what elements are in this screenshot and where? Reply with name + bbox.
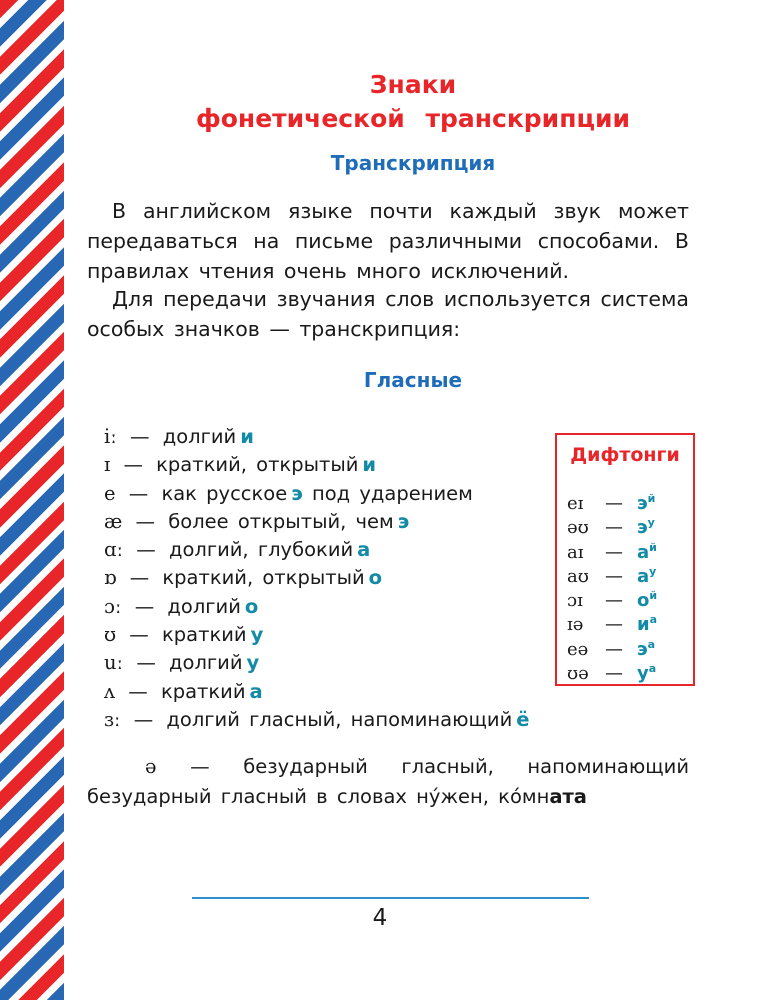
vowel-description: более открытый, чем	[168, 509, 394, 533]
vowel-item	[104, 564, 530, 592]
russian-superscript: й	[649, 540, 657, 554]
vowel-description-after: под ударением	[312, 481, 473, 505]
vowel-symbol: iː	[104, 425, 117, 448]
diphthong-item	[567, 487, 657, 514]
russian-equivalent: э	[291, 481, 303, 505]
dash: —	[605, 590, 623, 612]
russian-letter: э	[637, 517, 648, 539]
dash: —	[128, 679, 148, 703]
vowel-symbol: uː	[104, 651, 124, 675]
vowel-symbol: ʊ	[104, 623, 117, 647]
heading-vowels: Гласные	[363, 368, 463, 392]
page-number: 4	[372, 905, 388, 931]
russian-letter: э	[637, 493, 648, 514]
dash: —	[605, 493, 623, 514]
dash: —	[136, 651, 156, 675]
vowel-description: долгий гласный, напоминающий	[166, 707, 513, 731]
russian-letter: и	[637, 614, 650, 636]
russian-equivalent: у	[246, 651, 260, 675]
vowel-item	[104, 508, 530, 536]
diphthong-symbol: əʊ	[567, 517, 589, 539]
diphthong-item	[567, 584, 658, 612]
diphthongs-box	[555, 433, 695, 686]
vowel-symbol: ɜː	[104, 707, 121, 731]
russian-superscript: й	[649, 589, 658, 603]
example-word-2-plain: ко́мн	[498, 784, 550, 808]
footer-divider	[192, 897, 589, 899]
vowel-symbol: ə	[145, 754, 157, 778]
dash: —	[130, 425, 150, 448]
diphthong-list	[567, 487, 658, 685]
russian-letter: а	[637, 541, 650, 563]
russian-letter: у	[637, 663, 649, 685]
diphthong-symbol: ɪə	[567, 614, 584, 636]
vowel-symbol: e	[104, 481, 116, 505]
russian-superscript: у	[647, 516, 655, 530]
dash: —	[605, 663, 623, 685]
vowel-item	[104, 423, 530, 451]
russian-equivalent: ё	[516, 707, 530, 731]
diphthong-item	[567, 608, 658, 636]
schwa-text: безударный гласный, напоминающий безударный гласный в словах	[87, 754, 690, 808]
example-word-2	[498, 785, 587, 808]
dash: —	[190, 754, 210, 778]
russian-equivalent: о	[244, 594, 259, 618]
schwa-description	[87, 752, 689, 812]
russian-equivalent: и	[362, 453, 377, 477]
diphthong-symbol: ʊə	[567, 663, 589, 685]
russian-equivalent: о	[368, 566, 383, 590]
dash: —	[133, 707, 154, 731]
dash: —	[605, 517, 623, 539]
dash: —	[605, 541, 623, 563]
diphthong-symbol: eə	[567, 638, 589, 660]
russian-superscript: а	[649, 613, 658, 627]
diphthong-item	[567, 657, 657, 685]
example-word-1: ну́жен,	[416, 784, 489, 808]
vowel-item	[104, 649, 530, 677]
dash: —	[123, 453, 143, 477]
russian-equivalent: э	[397, 509, 410, 533]
vowel-description: долгий	[162, 425, 237, 448]
striped-border	[0, 0, 64, 1000]
russian-equivalent: и	[240, 425, 254, 448]
vowel-symbol: ɒ	[104, 566, 117, 590]
paragraph-2: Для передачи звучания слов используется система особых значков — транскрипция:	[87, 287, 689, 341]
russian-equivalent	[637, 663, 656, 684]
russian-equivalent: а	[249, 679, 263, 703]
diphthong-item	[567, 633, 657, 660]
vowel-item	[104, 621, 530, 649]
vowel-description: долгий	[169, 651, 243, 675]
vowel-item	[104, 536, 530, 564]
vowel-symbol: ʌ	[104, 679, 116, 703]
diphthong-symbol: ɔɪ	[567, 590, 583, 612]
vowel-description: краткий	[162, 623, 247, 647]
vowel-description: как русское	[161, 481, 288, 505]
vowel-list	[104, 423, 530, 734]
dash: —	[128, 481, 149, 505]
diphthong-item	[567, 536, 657, 563]
russian-equivalent: у	[250, 623, 264, 647]
diphthongs-heading: Дифтонги	[570, 444, 680, 466]
diphthong-item	[567, 511, 657, 539]
russian-superscript: а	[648, 662, 657, 676]
dash: —	[136, 538, 156, 562]
dash: —	[605, 614, 623, 636]
vowel-symbol: æ	[104, 509, 123, 533]
vowel-description: краткий, открытый	[162, 566, 365, 590]
vowel-description: долгий	[167, 594, 241, 618]
vowel-item	[104, 480, 530, 508]
diphthong-symbol: aɪ	[567, 541, 584, 563]
dash: —	[135, 509, 156, 533]
russian-superscript: а	[647, 637, 656, 651]
heading-transcription: Транскрипция	[330, 151, 496, 175]
dash: —	[129, 566, 150, 590]
vowel-item	[104, 451, 530, 479]
vowel-description: краткий	[160, 679, 246, 703]
dash: —	[605, 638, 623, 660]
example-word-2-bold: ата	[549, 784, 587, 808]
vowel-symbol: ɑː	[104, 538, 124, 562]
russian-superscript: й	[647, 492, 656, 505]
paragraph-1: В английском языке почти каждый звук может передаваться на письме различными способами. В правилах чтения очень много исключений.	[87, 199, 689, 283]
dash: —	[134, 594, 155, 618]
russian-equivalent: а	[357, 538, 371, 562]
title-line-2: фонетической транскрипции	[195, 104, 631, 133]
diphthong-item	[567, 560, 657, 587]
russian-letter: о	[637, 590, 650, 612]
russian-letter: э	[637, 638, 648, 660]
vowel-item	[104, 706, 530, 734]
diphthong-symbol: aʊ	[567, 565, 589, 587]
russian-superscript: у	[649, 564, 657, 578]
dash: —	[129, 623, 149, 647]
vowel-description: краткий, открытый	[156, 453, 359, 477]
dash: —	[605, 565, 623, 587]
vowel-symbol: ɔː	[104, 594, 122, 618]
vowel-item	[104, 678, 530, 706]
title-line-1: Знаки	[369, 70, 457, 99]
vowel-description: долгий, глубокий	[168, 538, 354, 562]
diphthong-symbol: eɪ	[567, 493, 584, 514]
russian-letter: а	[637, 565, 650, 587]
vowel-item	[104, 593, 530, 621]
vowel-symbol: ɪ	[104, 453, 111, 477]
